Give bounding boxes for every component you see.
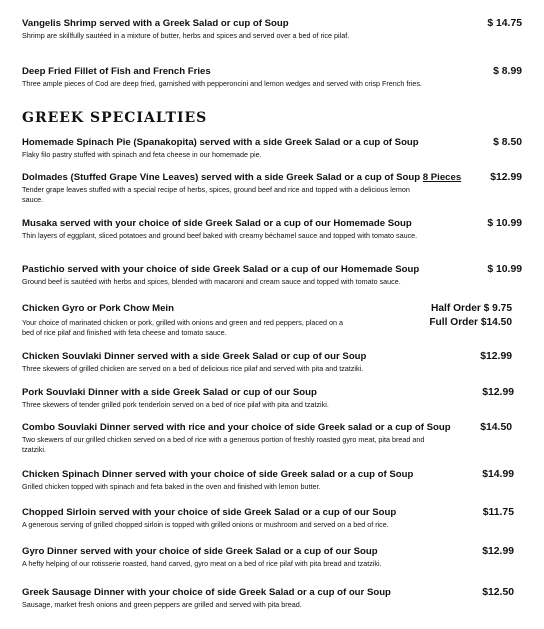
item-price: $ 8.50 (493, 137, 522, 148)
item-price: $14.50 (480, 422, 512, 433)
item-description: Two skewers of our grilled chicken served on a bed of rice with a generous portion of freshly roasted gyro meat, pita bread and tzatziki. (22, 435, 425, 454)
item-name: Homemade Spinach Pie (Spanakopita) served with a side Greek Salad or a cup of Soup (22, 137, 419, 148)
menu-item-greek-sausage (22, 587, 522, 610)
item-description: A generous serving of grilled chopped sirloin is topped with grilled onions or mushroom and served on a bed of rice. (22, 520, 389, 529)
item-description: Tender grape leaves stuffed with a special recipe of herbs, spices, ground beef and rice and topped with a delicious lemon sauce. (22, 185, 410, 204)
item-price: $ 10.99 (487, 264, 522, 275)
item-description: Ground beef is sautéed with herbs and spices, blended with macaroni and cream sauce and topped with tomato sauce. (22, 277, 401, 286)
item-name (22, 172, 522, 184)
menu-item-combo-souvlaki (22, 422, 522, 455)
item-description: Three skewers of tender grilled pork tenderloin served on a bed of rice pilaf with pita and tzatziki. (22, 400, 329, 409)
item-price: $ 14.75 (487, 18, 522, 29)
item-description: Shrimp are skillfully sautéed in a mixture of butter, herbs and spices and served over a bed of rice pilaf. (22, 31, 350, 40)
item-price: $12.99 (490, 172, 522, 183)
menu-item-fried-fish (22, 66, 522, 89)
menu-item-vangelis-shrimp (22, 18, 522, 41)
menu-item-pastichio (22, 264, 522, 287)
item-name: Greek Sausage Dinner with your choice of side Greek Salad or a cup of our Soup (22, 587, 391, 598)
item-name-suffix: 8 Pieces (422, 172, 462, 183)
item-name: Chopped Sirloin served with your choice of side Greek Salad or a cup of our Soup (22, 507, 397, 518)
item-price: $ 8.99 (493, 66, 522, 77)
menu-item-dolmades (22, 172, 522, 205)
item-description: Your choice of marinated chicken or pork, grilled with onions and green and red peppers, placed on a bed of rice pilaf and finished with feta cheese and tomato sauce. (22, 318, 343, 337)
item-name: Chicken Spinach Dinner served with your choice of side Greek salad or a cup of Soup (22, 469, 414, 480)
item-name: Chicken Gyro or Pork Chow Mein (22, 303, 174, 314)
menu-item-musaka (22, 218, 522, 241)
item-price: $14.99 (482, 469, 514, 480)
item-name: Deep Fried Fillet of Fish and French Fries (22, 66, 211, 77)
item-name: Chicken Souvlaki Dinner served with a side Greek Salad or cup of our Soup (22, 351, 367, 362)
item-price: $12.50 (482, 587, 514, 598)
menu-item-chicken-gyro (22, 302, 522, 338)
item-price: $12.99 (480, 351, 512, 362)
menu-item-chicken-spinach (22, 469, 522, 492)
item-price: $ 10.99 (487, 218, 522, 229)
item-description: Flaky filo pastry stuffed with spinach and feta cheese in our homemade pie. (22, 150, 262, 159)
menu-item-spanakopita (22, 137, 522, 160)
full-order-price: Full Order $14.50 (429, 317, 512, 328)
item-price: $11.75 (482, 507, 514, 518)
menu-item-pork-souvlaki (22, 387, 522, 410)
item-price: $12.99 (482, 546, 514, 557)
item-name: Pastichio served with your choice of side Greek Salad or a cup of our Homemade Soup (22, 264, 420, 275)
item-name: Vangelis Shrimp served with a Greek Salad or cup of Soup (22, 18, 289, 29)
item-name: Gyro Dinner served with your choice of side Greek Salad or a cup of our Soup (22, 546, 378, 557)
item-description: Three ample pieces of Cod are deep fried, garnished with pepperoncini and lemon wedges and served with crisp French fries. (22, 79, 422, 88)
item-price: $12.99 (482, 387, 514, 398)
item-name: Musaka served with your choice of side Greek Salad or a cup of our Homemade Soup (22, 218, 412, 229)
menu-item-chicken-souvlaki (22, 351, 522, 374)
item-name-text: Dolmades (Stuffed Grape Vine Leaves) served with a side Greek Salad or a cup of Soup (22, 172, 421, 183)
item-name: Pork Souvlaki Dinner with a side Greek Salad or cup of our Soup (22, 387, 317, 398)
item-description: Grilled chicken topped with spinach and feta baked in the oven and finished with lemon butter. (22, 482, 321, 491)
item-name: Combo Souvlaki Dinner served with rice and your choice of side Greek salad or a cup of Soup (22, 422, 451, 433)
item-price-options (429, 302, 512, 330)
section-heading: GREEK SPECIALTIES (22, 110, 208, 126)
item-description: A hefty helping of our rotisserie roasted, hand carved, gyro meat on a bed of rice pilaf with pita bread and tzatziki. (22, 559, 382, 568)
item-description: Thin layers of eggplant, sliced potatoes and ground beef baked with creamy béchamel sauce and topped with tomato sauce. (22, 231, 418, 240)
item-description: Sausage, market fresh onions and green peppers are grilled and served with pita bread. (22, 600, 302, 609)
half-order-price: Half Order $ 9.75 (431, 303, 512, 314)
item-description: Three skewers of grilled chicken are served on a bed of delicious rice pilaf and served with pita and tzatziki. (22, 364, 364, 373)
menu-item-chopped-sirloin (22, 507, 522, 530)
menu-item-gyro-dinner (22, 546, 522, 569)
